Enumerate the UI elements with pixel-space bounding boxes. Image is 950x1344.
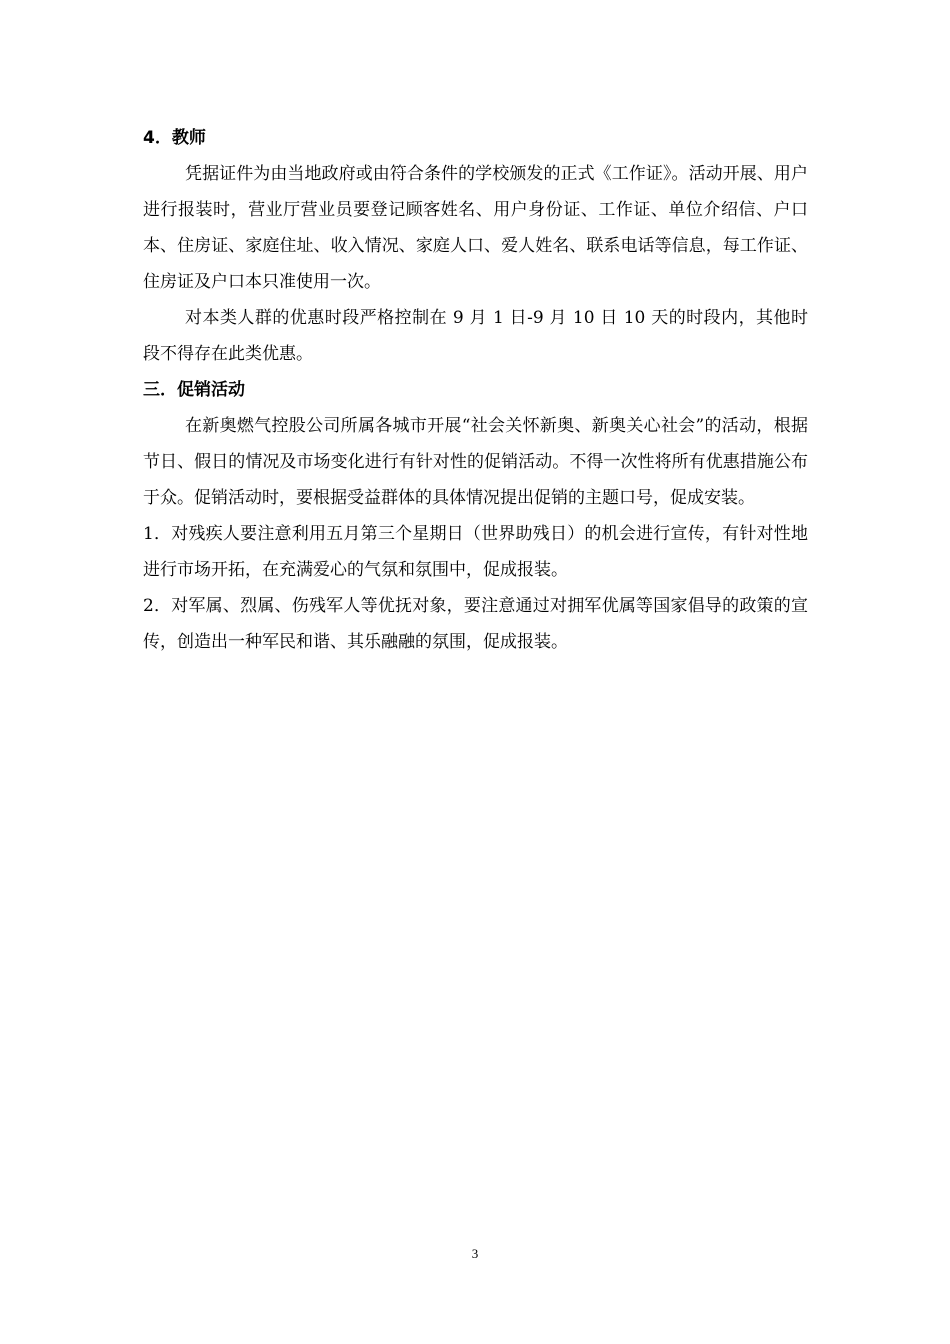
document-body bbox=[143, 120, 808, 660]
section-heading-promotions: 三．促销活动 bbox=[143, 380, 245, 400]
list-item-disabled-persons: 1．对残疾人要注意利用五月第三个星期日（世界助残日）的机会进行宣传，有针对性地进行市场开拓，在充满爱心的气氛和氛围中，促成报装。 bbox=[143, 524, 808, 580]
section-heading-teachers: 4．教师 bbox=[143, 128, 206, 148]
paragraph-teacher-credentials: 凭据证件为由当地政府或由符合条件的学校颁发的正式《工作证》。活动开展、用户进行报装时，营业厅营业员要登记顾客姓名、用户身份证、工作证、单位介绍信、户口本、住房证、家庭住址、收入情况、家庭人口、爱人姓名、联系电话等信息，每工作证、住房证及户口本只准使用一次。 bbox=[143, 164, 808, 292]
page-number: 3 bbox=[471, 1246, 479, 1261]
paragraph-discount-period: 对本类人群的优惠时段严格控制在 9 月 1 日-9 月 10 日 10 天的时段内，其他时段不得存在此类优惠。 bbox=[143, 308, 808, 364]
paragraph-promotion-activities: 在新奥燃气控股公司所属各城市开展“社会关怀新奥、新奥关心社会”的活动，根据节日、假日的情况及市场变化进行有针对性的促销活动。不得一次性将所有优惠措施公布于众。促销活动时，要根据受益群体的具体情况提出促销的主题口号，促成安装。 bbox=[143, 416, 808, 508]
list-item-military-families: 2．对军属、烈属、伤残军人等优抚对象，要注意通过对拥军优属等国家倡导的政策的宣传，创造出一种军民和谐、其乐融融的氛围，促成报装。 bbox=[143, 596, 808, 652]
